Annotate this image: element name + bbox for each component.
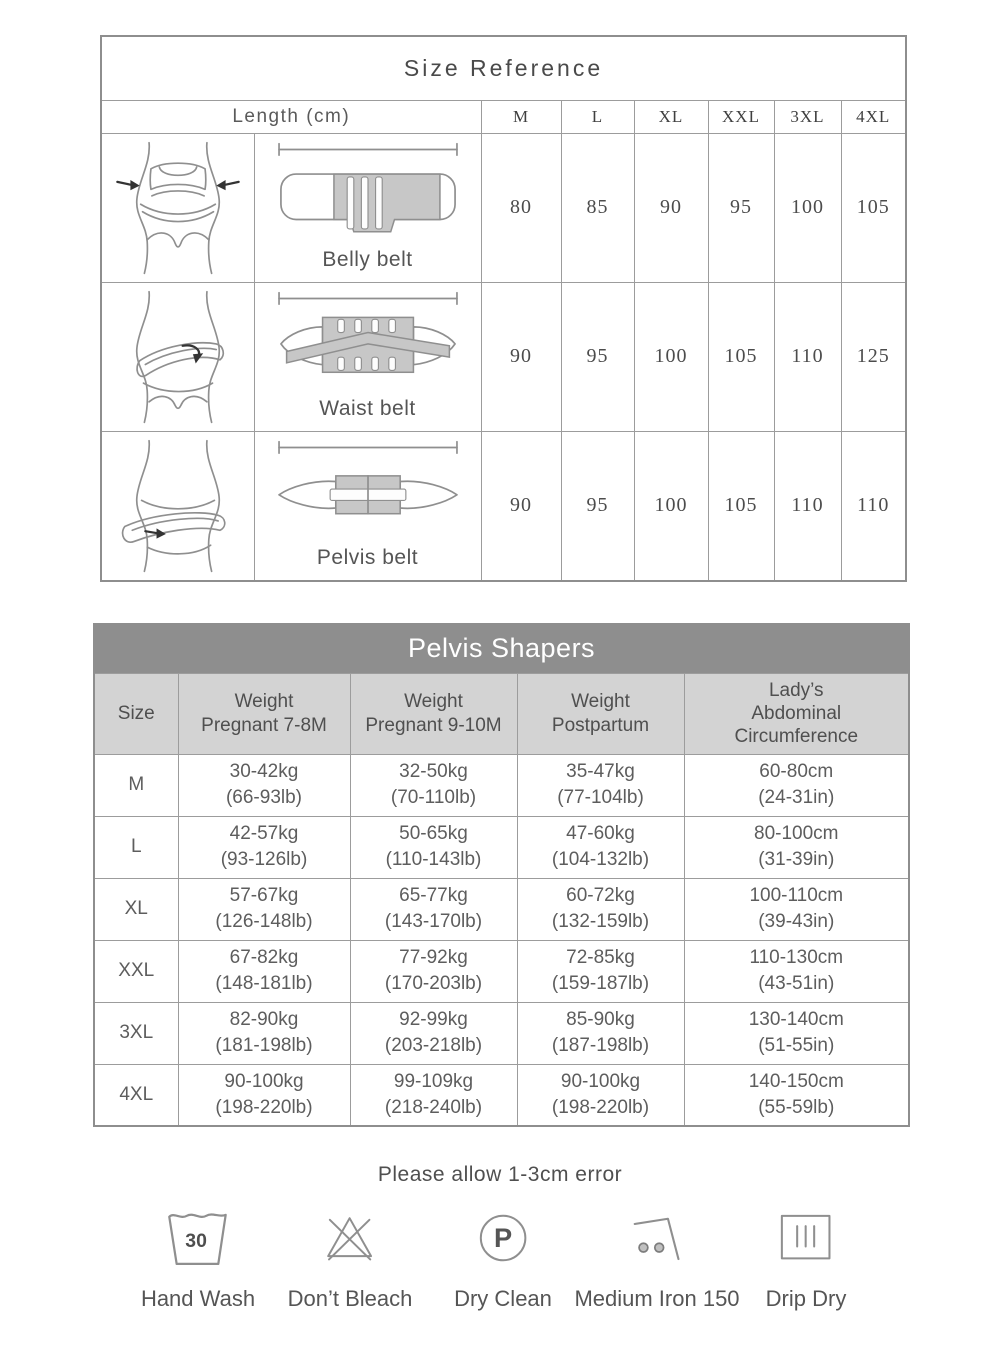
pelvis-shapers-title: Pelvis Shapers (94, 624, 909, 673)
table-row-pelvis-belt (101, 431, 906, 581)
circumference-cell: 100-110cm (39-43in) (684, 878, 909, 940)
weight-pregnant-9-10m-header: Weight Pregnant 9-10M (350, 673, 517, 754)
table-row-3xl (94, 1002, 909, 1064)
weight-cell: 90-100kg (198-220lb) (517, 1064, 684, 1126)
length-value-cell: 110 (774, 282, 841, 431)
table-row-xxl (94, 940, 909, 1002)
length-value-cell: 105 (708, 282, 774, 431)
length-value-cell: 80 (481, 133, 561, 282)
length-value-cell: 100 (774, 133, 841, 282)
length-header: Length (cm) (101, 100, 481, 133)
size-cell: XL (94, 878, 178, 940)
weight-cell: 67-82kg (148-181lb) (178, 940, 350, 1002)
table-row-m (94, 754, 909, 816)
pelvis-belt-diagram-icon (258, 438, 478, 544)
weight-cell: 72-85kg (159-187lb) (517, 940, 684, 1002)
weight-cell: 57-67kg (126-148lb) (178, 878, 350, 940)
weight-cell: 90-100kg (198-220lb) (178, 1064, 350, 1126)
side-torso-pelvis-icon (108, 438, 248, 574)
length-value-cell: 105 (708, 431, 774, 581)
circumference-cell: 130-140cm (51-55in) (684, 1002, 909, 1064)
length-value-cell: 95 (561, 282, 634, 431)
table-row-4xl (94, 1064, 909, 1126)
size-cell: 3XL (94, 1002, 178, 1064)
belt-label: Waist belt (319, 396, 416, 420)
pelvis-belt-product-cell (254, 431, 481, 581)
care-label: Drip Dry (765, 1286, 847, 1311)
weight-postpartum-header: Weight Postpartum (517, 673, 684, 754)
circumference-cell: 60-80cm (24-31in) (684, 754, 909, 816)
length-value-cell: 125 (841, 282, 906, 431)
dont-bleach-icon (317, 1205, 383, 1271)
abdominal-circumference-header: Lady’s Abdominal Circumference (684, 673, 909, 754)
length-value-cell: 95 (561, 431, 634, 581)
size-cell: L (94, 816, 178, 878)
waist-belt-diagram-icon (258, 289, 478, 395)
waist-belt-wear-illustration (101, 282, 254, 431)
length-value-cell: 90 (481, 431, 561, 581)
weight-cell: 47-60kg (104-132lb) (517, 816, 684, 878)
length-value-cell: 95 (708, 133, 774, 282)
belly-belt-wear-illustration (101, 133, 254, 282)
hand-wash-icon (161, 1204, 235, 1272)
length-value-cell: 90 (634, 133, 708, 282)
table-row-l (94, 816, 909, 878)
care-item-hand-wash (141, 1202, 255, 1312)
care-label: Medium Iron 150 (574, 1286, 740, 1311)
size-col-header-l: L (561, 100, 634, 133)
circumference-cell: 110-130cm (43-51in) (684, 940, 909, 1002)
length-value-cell: 90 (481, 282, 561, 431)
care-label: Hand Wash (140, 1286, 256, 1311)
care-item-dont-bleach (288, 1202, 413, 1312)
belly-belt-product-cell (254, 133, 481, 282)
weight-cell: 99-109kg (218-240lb) (350, 1064, 517, 1126)
length-value-cell: 105 (841, 133, 906, 282)
size-reference-table (100, 35, 907, 582)
care-item-medium-iron (574, 1202, 739, 1312)
front-torso-icon (108, 140, 248, 276)
belt-label: Pelvis belt (316, 545, 419, 569)
tolerance-note: Please allow 1-3cm error (377, 1163, 623, 1186)
pelvis-belt-wear-illustration (101, 431, 254, 581)
weight-cell: 82-90kg (181-198lb) (178, 1002, 350, 1064)
care-label: Dry Clean (454, 1286, 552, 1311)
length-value-cell: 100 (634, 431, 708, 581)
table-row-xl (94, 878, 909, 940)
size-col-header-4xl: 4XL (841, 100, 906, 133)
circumference-cell: 140-150cm (55-59lb) (684, 1064, 909, 1126)
table-row-waist-belt (101, 282, 906, 431)
belt-label: Belly belt (322, 247, 413, 271)
table-header-row (94, 673, 909, 754)
weight-cell: 60-72kg (132-159lb) (517, 878, 684, 940)
care-item-drip-dry (766, 1202, 847, 1312)
table-title-row (94, 624, 909, 673)
medium-iron-icon (622, 1205, 692, 1271)
dry-clean-icon (470, 1205, 536, 1271)
pelvis-shapers-table (93, 623, 910, 1127)
care-label: Don’t Bleach (287, 1286, 413, 1311)
size-col-header-3xl: 3XL (774, 100, 841, 133)
weight-cell: 50-65kg (110-143lb) (350, 816, 517, 878)
size-cell: 4XL (94, 1064, 178, 1126)
belly-belt-diagram-icon (258, 140, 478, 246)
care-instructions (0, 1202, 1000, 1332)
drip-dry-icon (772, 1207, 840, 1269)
weight-pregnant-7-8m-header: Weight Pregnant 7-8M (178, 673, 350, 754)
weight-cell: 77-92kg (170-203lb) (350, 940, 517, 1002)
weight-cell: 30-42kg (66-93lb) (178, 754, 350, 816)
size-col-header-m: M (481, 100, 561, 133)
weight-cell: 42-57kg (93-126lb) (178, 816, 350, 878)
length-value-cell: 85 (561, 133, 634, 282)
table-title-row (101, 36, 906, 100)
waist-belt-product-cell (254, 282, 481, 431)
size-cell: M (94, 754, 178, 816)
table-row-belly-belt (101, 133, 906, 282)
size-reference-title: Size Reference (101, 36, 906, 100)
length-value-cell: 100 (634, 282, 708, 431)
length-value-cell: 110 (774, 431, 841, 581)
weight-cell: 85-90kg (187-198lb) (517, 1002, 684, 1064)
wash-temperature-label: 30 (185, 1230, 207, 1253)
weight-cell: 32-50kg (70-110lb) (350, 754, 517, 816)
size-cell: XXL (94, 940, 178, 1002)
weight-cell: 35-47kg (77-104lb) (517, 754, 684, 816)
dry-clean-letter: P (493, 1222, 513, 1254)
size-header: Size (94, 673, 178, 754)
table-header-row (101, 100, 906, 133)
weight-cell: 92-99kg (203-218lb) (350, 1002, 517, 1064)
size-col-header-xl: XL (634, 100, 708, 133)
side-torso-waist-icon (108, 289, 248, 425)
length-value-cell: 110 (841, 431, 906, 581)
circumference-cell: 80-100cm (31-39in) (684, 816, 909, 878)
weight-cell: 65-77kg (143-170lb) (350, 878, 517, 940)
size-col-header-xxl: XXL (708, 100, 774, 133)
care-item-dry-clean (454, 1202, 552, 1312)
